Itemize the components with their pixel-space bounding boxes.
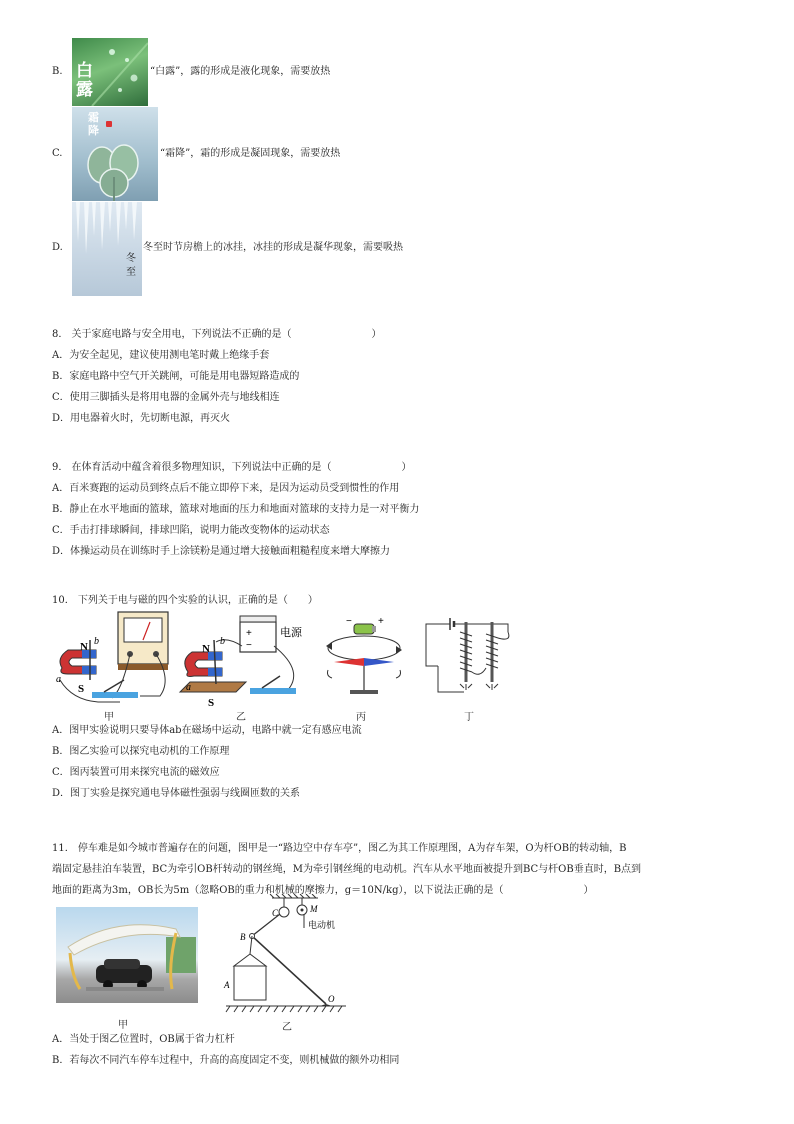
icicles-graphic: [72, 202, 142, 296]
yi-label-b: B: [240, 932, 246, 942]
q10-figure-jia: [52, 610, 174, 706]
q11-stem-line-2: 端固定悬挂泊车装置，BC为牵引OB杆转动的钢丝绳，M为牵引钢丝绳的电动机。汽车从水平地面被提升到BC与杆OB垂直时，B点到: [52, 864, 642, 875]
q8-option-a: A．为安全起见，建议使用测电笔时戴上绝缘手套: [52, 350, 270, 361]
option-b-text: “白露”，露的形成是液化现象，需要放热: [150, 66, 331, 77]
yi-label-o: O: [328, 994, 335, 1004]
bailu-photo: [72, 38, 148, 106]
yi-label-c: C: [272, 908, 279, 918]
q10-caption-jia: 甲: [104, 712, 114, 723]
parking-pavilion-graphic: [56, 907, 198, 1003]
q9-option-b: B．静止在水平地面的篮球，篮球对地面的压力和地面对篮球的支持力是一对平衡力: [52, 504, 420, 515]
q11-option-b: B．若每次不同汽车停车过程中，升高的高度固定不变，则机械做的额外功相同: [52, 1055, 400, 1066]
shuangjiang-photo: [72, 107, 158, 201]
bailu-char-2: 露: [76, 80, 93, 100]
option-b-letter: B.: [52, 66, 63, 77]
q10-caption-bing: 丙: [356, 712, 366, 723]
q11-stem: [52, 838, 641, 901]
jia-label-b: b: [94, 636, 99, 647]
option-c-letter: C.: [52, 148, 63, 159]
dongzhi-char-1: 冬: [126, 253, 136, 264]
q10-option-a: A．图甲实验说明只要导体ab在磁场中运动，电路中就一定有感应电流: [52, 725, 362, 736]
bailu-char-1: 白: [76, 61, 93, 81]
yi-label-a: a: [186, 682, 191, 693]
yi-label-s: S: [208, 697, 215, 708]
q10-figure-yi: [176, 612, 310, 708]
q10-option-d: D．图丁实验是探究通电导体磁性强弱与线圈匝数的关系: [52, 788, 301, 799]
jia-label-n: N: [80, 641, 88, 653]
q11-stem-line-1: 11． 停车难是如今城市普遍存在的问题，图甲是一“路边空中存车亭”，图乙为其工作原理图，A为存车架，O为杆OB的转动轴，B: [52, 843, 627, 854]
q10-option-b: B．图乙实验可以探究电动机的工作原理: [52, 746, 230, 757]
option-d-text: 冬至时节房檐上的冰挂，冰挂的形成是凝华现象，需要吸热: [143, 242, 403, 253]
red-seal-icon: [106, 121, 112, 127]
yi-label-n: N: [202, 643, 210, 655]
dongzhi-char-2: 至: [126, 267, 136, 278]
frost-leaf-graphic: [72, 107, 158, 201]
q8-option-b: B．家庭电路中空气开关跳闸，可能是用电器短路造成的: [52, 371, 300, 382]
yi-label-m: M: [310, 904, 318, 914]
q9-stem: 9． 在体育活动中蕴含着很多物理知识，下列说法中正确的是（ ）: [52, 462, 412, 473]
bing-label-minus: −: [346, 616, 352, 627]
q11-caption-yi: 乙: [282, 1022, 292, 1033]
yi-label-power: 电源: [280, 626, 302, 639]
option-c-text: “霜降”，霜的形成是凝固现象，需要放热: [160, 148, 341, 159]
q10-figure-ding: [422, 612, 518, 708]
jia-label-a: a: [56, 674, 61, 685]
q9-option-a: A．百米赛跑的运动员到终点后不能立即停下来，是因为运动员受到惯性的作用: [52, 483, 400, 494]
q11-stem-line-3: 地面的距离为3m，OB长为5m（忽略OB的重力和机械的摩擦力，g＝10N/kg），以下说法正确的是（ ）: [52, 885, 594, 896]
q11-option-a: A．当处于图乙位置时，OB属于省力杠杆: [52, 1034, 235, 1045]
option-d-letter: D.: [52, 242, 63, 253]
yi-label-b: b: [220, 636, 225, 647]
q8-option-c: C．使用三脚插头是将用电器的金属外壳与地线相连: [52, 392, 280, 403]
q10-option-c: C．图丙装置可用来探究电流的磁效应: [52, 767, 220, 778]
q11-caption-jia: 甲: [118, 1020, 128, 1031]
q9-option-c: C．手击打排球瞬间，排球凹陷，说明力能改变物体的运动状态: [52, 525, 330, 536]
q8-option-d: D．用电器着火时，先切断电源，再灭火: [52, 413, 231, 424]
shuangjiang-char-1: 霜: [88, 111, 99, 124]
yi-label-plus: +: [246, 628, 252, 639]
jia-label-s: S: [78, 683, 85, 695]
dongzhi-photo: [72, 202, 142, 296]
yi-label-motor: 电动机: [308, 921, 336, 931]
q8-stem: 8． 关于家庭电路与安全用电，下列说法不正确的是（ ）: [52, 329, 382, 340]
q10-stem: 10． 下列关于电与磁的四个实验的认识，正确的是（ ）: [52, 595, 318, 606]
bing-label-plus: +: [378, 616, 384, 627]
q10-figure-bing: [320, 614, 408, 704]
shuangjiang-char-2: 降: [88, 124, 99, 137]
q10-caption-yi: 乙: [236, 712, 246, 723]
q9-option-d: D．体操运动员在训练时手上涂镁粉是通过增大接触面粗糙程度来增大摩擦力: [52, 546, 391, 557]
yi-label-minus: −: [246, 640, 252, 651]
yi-label-a: A: [224, 980, 230, 990]
q11-figure-yi: [222, 894, 350, 1018]
q11-photo-jia: [56, 907, 198, 1003]
q10-caption-ding: 丁: [464, 712, 474, 723]
